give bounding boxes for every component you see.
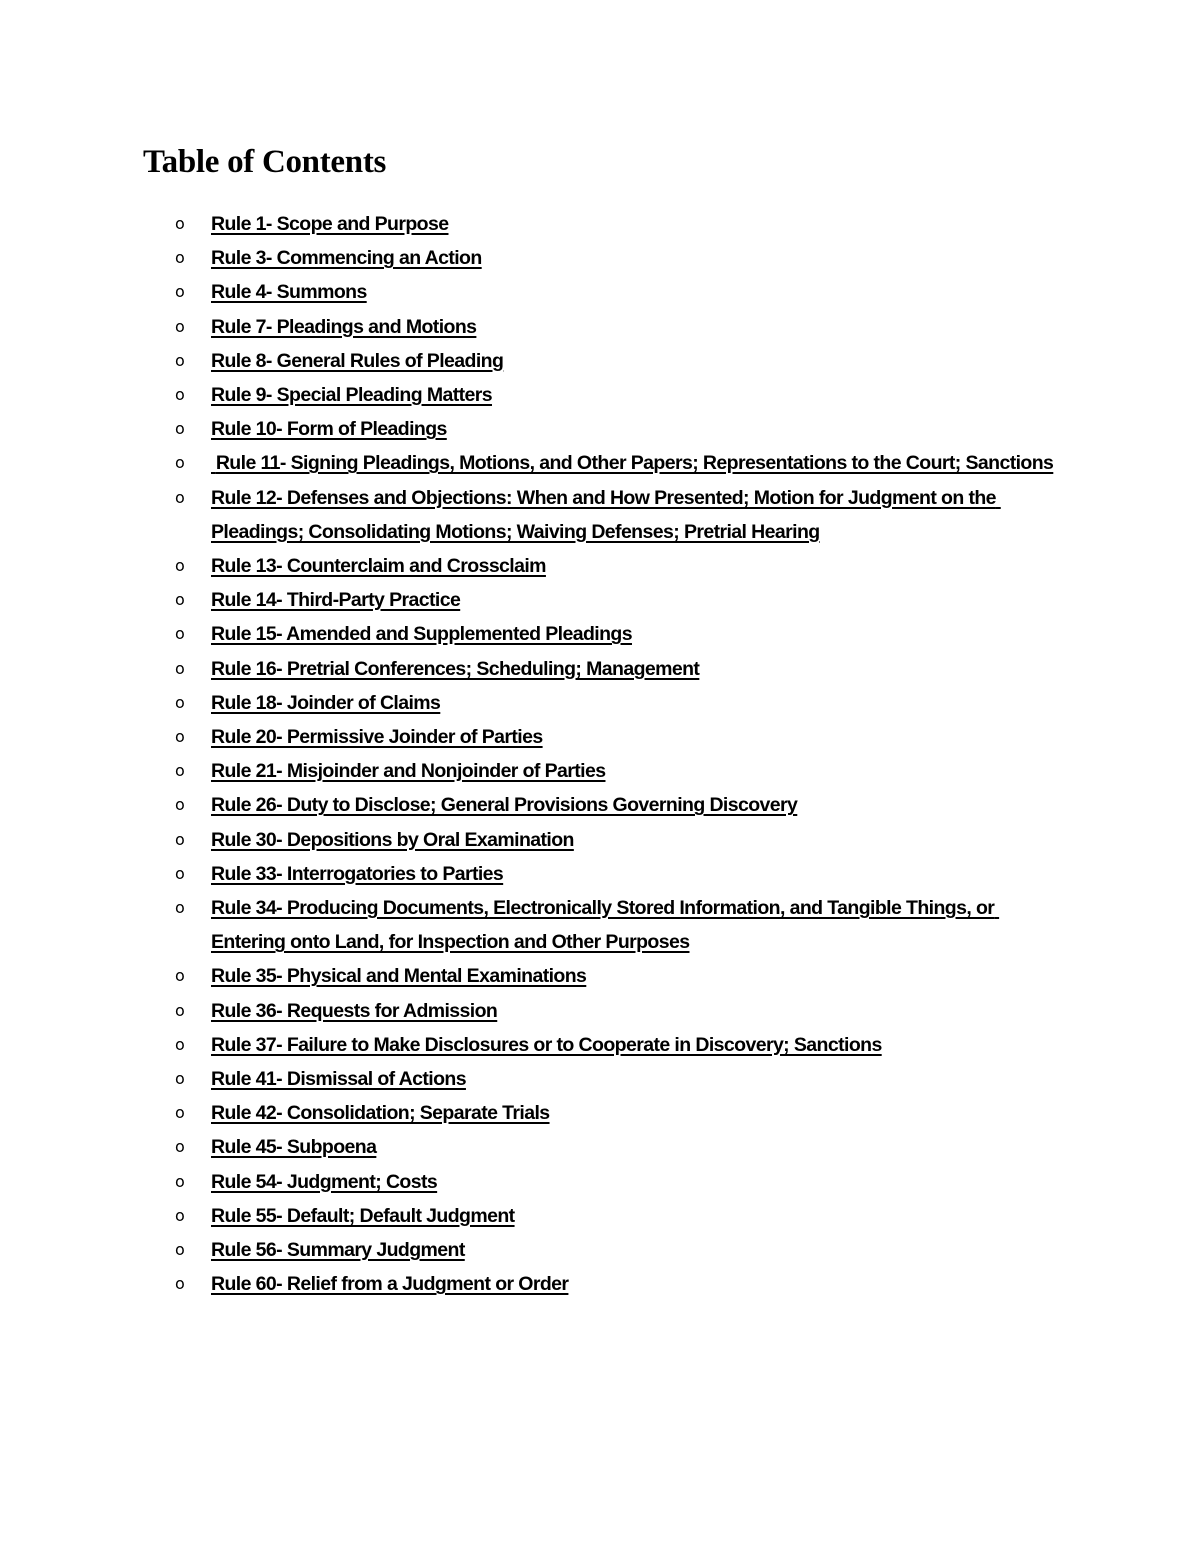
bullet-icon: o	[175, 795, 185, 815]
toc-item-rule-14	[0, 583, 1071, 617]
toc-item-rule-30	[0, 823, 1071, 857]
bullet-icon: o	[175, 1274, 185, 1294]
toc-link-rule-41[interactable]: Rule 41- Dismissal of Actions	[211, 1068, 466, 1091]
toc-item-rule-11	[0, 446, 1071, 480]
toc-item-rule-13	[0, 549, 1071, 583]
toc-item-rule-15	[0, 617, 1071, 651]
toc-item-rule-60	[0, 1267, 1071, 1301]
toc-link-rule-4[interactable]: Rule 4- Summons	[211, 281, 367, 304]
bullet-icon: o	[175, 1103, 185, 1123]
bullet-icon: o	[175, 658, 185, 678]
toc-link-rule-9[interactable]: Rule 9- Special Pleading Matters	[211, 384, 492, 407]
toc-link-rule-34[interactable]: Rule 34- Producing Documents, Electronically Stored Information, and Tangible Things, or Entering onto Land, for Inspection and Other Purposes	[211, 897, 1000, 954]
toc-item-rule-26	[0, 788, 1071, 822]
toc-item-rule-4	[0, 275, 1071, 309]
toc-link-rule-45[interactable]: Rule 45- Subpoena	[211, 1136, 377, 1159]
bullet-icon: o	[175, 316, 185, 336]
toc-link-rule-26[interactable]: Rule 26- Duty to Disclose; General Provisions Governing Discovery	[211, 794, 798, 817]
bullet-icon: o	[175, 1069, 185, 1089]
toc-link-rule-3[interactable]: Rule 3- Commencing an Action	[211, 247, 482, 270]
toc-link-rule-10[interactable]: Rule 10- Form of Pleadings	[211, 418, 447, 441]
toc-item-rule-12	[0, 481, 1071, 549]
bullet-icon: o	[175, 350, 185, 370]
toc-link-rule-14[interactable]: Rule 14- Third-Party Practice	[211, 589, 461, 612]
bullet-icon: o	[175, 898, 185, 918]
toc-item-rule-56	[0, 1233, 1071, 1267]
toc-item-rule-35	[0, 959, 1071, 993]
bullet-icon: o	[175, 556, 185, 576]
toc-item-rule-33	[0, 857, 1071, 891]
toc-link-rule-42[interactable]: Rule 42- Consolidation; Separate Trials	[211, 1102, 550, 1125]
toc-link-rule-15[interactable]: Rule 15- Amended and Supplemented Pleadings	[211, 623, 632, 646]
bullet-icon: o	[175, 590, 185, 610]
toc-link-rule-33[interactable]: Rule 33- Interrogatories to Parties	[211, 862, 504, 885]
toc-item-rule-41	[0, 1062, 1071, 1096]
toc-link-rule-7[interactable]: Rule 7- Pleadings and Motions	[211, 315, 477, 338]
bullet-icon: o	[175, 419, 185, 439]
toc-link-rule-11[interactable]: Rule 11- Signing Pleadings, Motions, and Other Papers; Representations to the Court; Sanctions	[211, 452, 1054, 475]
bullet-icon: o	[175, 863, 185, 883]
toc-link-rule-18[interactable]: Rule 18- Joinder of Claims	[211, 691, 441, 714]
toc-link-rule-54[interactable]: Rule 54- Judgment; Costs	[211, 1170, 438, 1193]
toc-link-rule-12[interactable]: Rule 12- Defenses and Objections: When and How Presented; Motion for Judgment on the Pleadings; Consolidating Motions; Waiving Defenses; Pretrial Hearing	[211, 486, 1001, 543]
toc-list	[0, 207, 1200, 1302]
bullet-icon: o	[175, 487, 185, 507]
toc-link-rule-56[interactable]: Rule 56- Summary Judgment	[211, 1239, 465, 1262]
toc-item-rule-10	[0, 412, 1071, 446]
bullet-icon: o	[175, 385, 185, 405]
toc-link-rule-21[interactable]: Rule 21- Misjoinder and Nonjoinder of Parties	[211, 760, 606, 783]
bullet-icon: o	[175, 248, 185, 268]
toc-item-rule-45	[0, 1130, 1071, 1164]
bullet-icon: o	[175, 1137, 185, 1157]
bullet-icon: o	[175, 692, 185, 712]
toc-item-rule-54	[0, 1165, 1071, 1199]
toc-link-rule-13[interactable]: Rule 13- Counterclaim and Crossclaim	[211, 555, 546, 578]
bullet-icon: o	[175, 1171, 185, 1191]
bullet-icon: o	[175, 727, 185, 747]
toc-link-rule-1[interactable]: Rule 1- Scope and Purpose	[211, 213, 449, 235]
toc-link-rule-35[interactable]: Rule 35- Physical and Mental Examinations	[211, 965, 587, 988]
bullet-icon: o	[175, 282, 185, 302]
bullet-icon: o	[175, 453, 185, 473]
toc-link-rule-60[interactable]: Rule 60- Relief from a Judgment or Order	[211, 1273, 569, 1296]
bullet-icon: o	[175, 624, 185, 644]
toc-item-rule-8	[0, 344, 1071, 378]
toc-item-rule-16	[0, 652, 1071, 686]
bullet-icon: o	[175, 761, 185, 781]
bullet-icon: o	[175, 829, 185, 849]
toc-item-rule-34	[0, 891, 1071, 959]
page-title: Table of Contents	[143, 144, 387, 180]
toc-link-rule-30[interactable]: Rule 30- Depositions by Oral Examination	[211, 828, 574, 851]
toc-item-rule-3	[0, 241, 1071, 275]
toc-link-rule-20[interactable]: Rule 20- Permissive Joinder of Parties	[211, 726, 543, 749]
toc-item-rule-42	[0, 1096, 1071, 1130]
bullet-icon: o	[175, 1034, 185, 1054]
bullet-icon: o	[175, 1205, 185, 1225]
toc-link-rule-55[interactable]: Rule 55- Default; Default Judgment	[211, 1204, 515, 1227]
toc-link-rule-37[interactable]: Rule 37- Failure to Make Disclosures or to Cooperate in Discovery; Sanctions	[211, 1033, 882, 1056]
toc-item-rule-55	[0, 1199, 1071, 1233]
toc-item-rule-37	[0, 1028, 1071, 1062]
bullet-icon: o	[175, 966, 185, 986]
bullet-icon: o	[175, 1240, 185, 1260]
toc-item-rule-20	[0, 720, 1071, 754]
toc-item-rule-21	[0, 754, 1071, 788]
toc-item-rule-18	[0, 686, 1071, 720]
toc-link-rule-36[interactable]: Rule 36- Requests for Admission	[211, 999, 498, 1022]
toc-item-rule-7	[0, 310, 1071, 344]
bullet-icon: o	[175, 214, 185, 233]
toc-item-rule-1	[0, 207, 1071, 241]
toc-link-rule-16[interactable]: Rule 16- Pretrial Conferences; Scheduling; Management	[211, 657, 700, 680]
toc-item-rule-36	[0, 994, 1071, 1028]
bullet-icon: o	[175, 1000, 185, 1020]
toc-item-rule-9	[0, 378, 1071, 412]
toc-link-rule-8[interactable]: Rule 8- General Rules of Pleading	[211, 349, 504, 372]
